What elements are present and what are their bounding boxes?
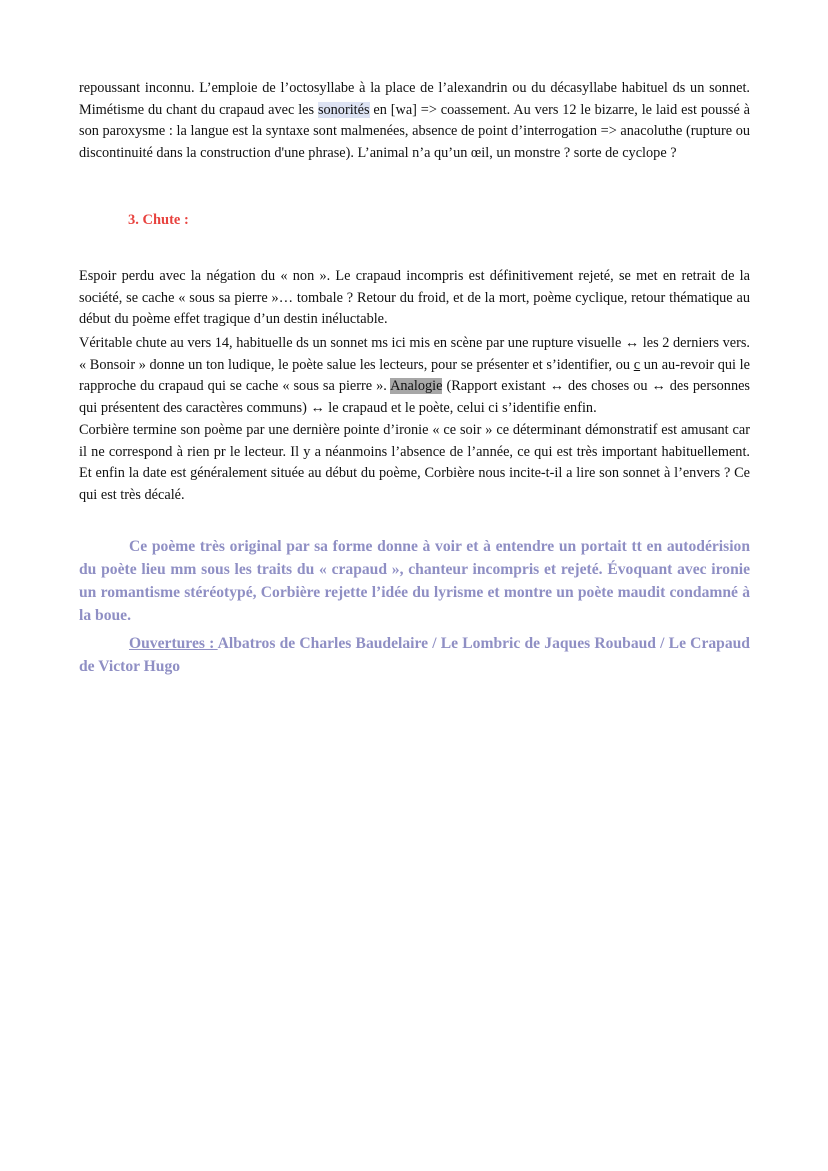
paragraph-text: (Rapport existant ↔ des choses ou ↔ des personnes qui présentent des caractères communs) ↔ le crapaud et le poète, celui ci s’identifie enfin. <box>79 378 750 416</box>
paragraph-corbiere-termine: Corbière termine son poème par une dernière pointe d’ironie « ce soir » ce déterminant démonstratif est amusant car il ne correspond à rien pr le lecteur. Il y a néanmoins l’absence de l’année, ce qui est très important habituellement. Et enfin la date est généralement située au début du poème, Corbière nous incite-t-il a lire son sonnet à l’envers ? Ce qui est très décalé. <box>79 422 750 503</box>
paragraph-analysis-end <box>79 78 750 164</box>
paragraph-text: un au-revoir qui le rapproche du crapaud qui se cache « sous sa pierre ». <box>79 356 750 394</box>
openings-label: Ouvertures : <box>129 635 218 652</box>
paragraph-text: repoussant inconnu. L’emploie de l’octosyllabe à la place de l’alexandrin ou du décasyllabe habituel ds un sonnet. Mimétisme du chant du crapaud avec les <box>79 80 750 118</box>
openings-text <box>79 632 750 678</box>
highlighted-word-analogie: Analogie <box>390 378 443 394</box>
underlined-letter: c <box>633 356 641 373</box>
paragraph-text: en [wa] => coassement. Au vers 12 le bizarre, le laid est poussé à son paroxysme : la langue est la syntaxe sont malmenées, absence de point d’interrogation => anacoluthe (rupture ou discontinuité dans la construction d'une phrase). L’animal n’a qu’un œil, un monstre ? sorte de cyclope ? <box>79 101 750 161</box>
highlighted-word-sonorites: sonorités <box>317 101 370 118</box>
conclusion-text: Ce poème très original par sa forme donne à voir et à entendre un portait tt en autodérision du poète lieu mm sous les traits du « crapaud », chanteur incompris et rejeté. Évoquant avec ironie un romantisme stéréotypé, Corbière rejette l’idée du lyrisme et montre un poète maudit condamné à la boue. <box>79 538 750 624</box>
paragraph-text: Véritable chute au vers 14, habituelle ds un sonnet ms ici mis en scène par une rupture visuelle ↔ les 2 derniers vers. « Bonsoir » donne un ton ludique, le poète salue les lecteurs, pour se présenter et s’identifier, ou <box>79 335 750 373</box>
paragraph-espoir-perdu: Espoir perdu avec la négation du « non ». Le crapaud incompris est définitivement rejeté, se met en retrait de la société, se cache « sous sa pierre »… tombale ? Retour du froid, et de la mort, poème cyclique, retour thématique au début du poème effet tragique d’un destin inéluctable. <box>79 268 750 327</box>
openings-list: Albatros de Charles Baudelaire / Le Lombric de Jaques Roubaud / Le Crapaud de Victor Hugo <box>79 635 750 675</box>
section-heading-chute: 3. Chute : <box>128 212 189 228</box>
conclusion-block <box>79 535 750 678</box>
paragraph-veritable-chute <box>79 333 750 419</box>
